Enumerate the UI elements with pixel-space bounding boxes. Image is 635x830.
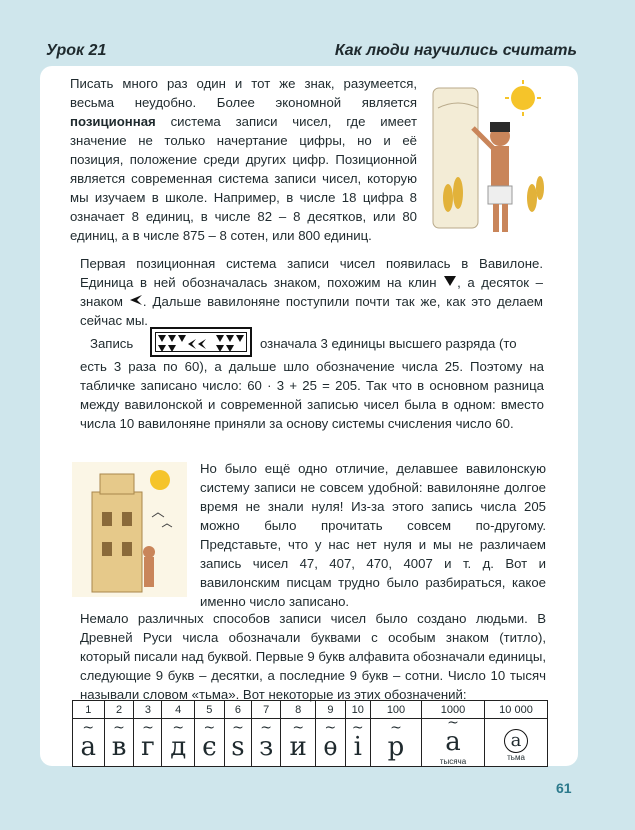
numerals-table: [72, 700, 548, 767]
letter-glyph: д: [170, 731, 187, 762]
titlo-icon: ~: [172, 719, 185, 736]
paragraph-old-rus: Немало различных способов записи чисел было создано людьми. В Древней Руси числа обозначали буквами с особым знаком (титло), который писали над буквой. Первые 9 букв алфавита обозначали единицы, следующие 9 букв – десятки, а последние 9 букв – сотни. Число 10 тысяч называли словом «тьма». Вот некоторые из этих обозначений:: [80, 611, 546, 702]
letter-cell: [73, 719, 105, 767]
bold-term: позиционная: [70, 114, 156, 129]
letter-cell: [194, 719, 224, 767]
wedge-ten-icon: [129, 294, 143, 306]
letter-cell: [162, 719, 195, 767]
number-cell: 10: [345, 701, 370, 719]
tower-illustration: [72, 462, 187, 597]
wedge-unit-icon: [443, 275, 457, 287]
letter-cell: [281, 719, 316, 767]
tablet-inner-frame: [155, 332, 247, 352]
letter-cell: [345, 719, 370, 767]
letter-glyph: г: [141, 731, 155, 762]
letter-glyph: з: [259, 731, 274, 762]
number-cell: 1: [73, 701, 105, 719]
number-cell: 4: [162, 701, 195, 719]
titlo-icon: ~: [113, 719, 125, 736]
number-cell: 100: [371, 701, 422, 719]
letter-caption: тысяча: [439, 757, 467, 766]
letter-glyph-circled: а: [504, 729, 528, 753]
titlo-icon: ~: [232, 719, 244, 736]
letter-glyph: и: [289, 731, 307, 762]
letter-glyph: в: [111, 731, 127, 762]
letter-glyph: р: [387, 731, 405, 762]
text-run: , а десяток – знаком: [80, 275, 543, 309]
page-number: 61: [556, 780, 572, 796]
titlo-icon: ~: [260, 719, 273, 736]
letter-glyph: а: [80, 731, 97, 762]
number-cell: 2: [104, 701, 134, 719]
paragraph-zero: Но было ещё одно отличие, делавшее вавилонскую систему записи не совсем удобной: вавилоняне долгое время не знали нуля! Из-за этого запись числа 205 можно было прочитать совсем по-другому. Представьте, что у нас нет нуля и мы не различаем запись чисел 47, 407, 470, 4007 и т. д. Вот и вавилонским писцам трудно было разбираться, какое именно число записано.: [200, 461, 546, 609]
letter-cell: [252, 719, 281, 767]
titlo-icon: ~: [142, 719, 154, 736]
titlo-icon: ~: [203, 719, 216, 736]
letter-cell: [224, 719, 251, 767]
titlo-icon: ~: [292, 719, 305, 736]
number-cell: 10 000: [485, 701, 548, 719]
titlo-icon: ~: [447, 715, 459, 731]
record-label: Запись: [90, 336, 134, 351]
record-text: означала 3 единицы высшего разряда (то: [260, 336, 517, 351]
letter-caption: тьма: [507, 753, 525, 762]
table-row-letters: [73, 719, 548, 767]
letter-glyph: є: [202, 731, 217, 762]
cuneiform-tablet: [150, 327, 252, 357]
letter-glyph: і: [353, 731, 362, 762]
letter-cell: [316, 719, 345, 767]
letter-cell: [422, 715, 485, 767]
paragraph-record-explained: есть 3 раза по 60), а дальше шло обозначение числа 25. Поэтому на табличке записано число: 60 · 3 + 25 = 205. Так что в основном разница между вавилонской и современной записью чисел была в одном: вместо числа 10 вавилоняне приняли за основу системы счисления число 60.: [80, 359, 544, 431]
paragraph-babylon: [80, 254, 543, 330]
number-cell: 6: [224, 701, 251, 719]
number-cell: 8: [281, 701, 316, 719]
number-cell: 1000: [422, 701, 485, 719]
scribe-illustration: [428, 78, 548, 238]
number-cell: 5: [194, 701, 224, 719]
number-cell: 3: [134, 701, 162, 719]
letter-cell: [485, 719, 548, 767]
titlo-icon: ~: [82, 719, 95, 736]
number-cell: 7: [252, 701, 281, 719]
text-run: . Дальше вавилоняне поступили почти так же, как это делаем сейчас мы.: [80, 294, 543, 328]
text-run: система записи чисел, где имеет значение не только начертание цифры, но и её позиция, положение среди других цифр. Позиционной является современная система записи чисел, которую мы изучаем в школе. Например, в числе 18 цифра 8 означает 8 единиц, в числе 82 – 8 десятков, или 80 единиц, а в числе 875 – 8 сотен, или 800 единиц.: [70, 114, 417, 243]
letter-glyph: а: [445, 727, 461, 757]
table-row-numbers: [73, 701, 548, 719]
letter-cell: [134, 719, 162, 767]
titlo-icon: ~: [351, 719, 364, 736]
paragraph-positional: [70, 74, 417, 245]
text-run: Писать много раз один и тот же знак, разумеется, весьма неудобно. Более экономной является: [70, 76, 417, 110]
letter-cell: [371, 719, 422, 767]
lesson-number: Урок 21: [46, 42, 107, 59]
letter-cell: [104, 719, 134, 767]
text-run: Первая позиционная система записи чисел появилась в Вавилоне. Единица в ней обозначалась знаком, похожим на клин: [80, 256, 543, 290]
letter-glyph: ѳ: [323, 731, 338, 762]
number-cell: 9: [316, 701, 345, 719]
lesson-title: Как люди научились считать: [334, 42, 577, 59]
titlo-icon: ~: [324, 719, 337, 736]
letter-glyph: ѕ: [231, 731, 245, 762]
titlo-icon: ~: [390, 719, 402, 736]
cuneiform-signs-icon: [156, 333, 250, 355]
